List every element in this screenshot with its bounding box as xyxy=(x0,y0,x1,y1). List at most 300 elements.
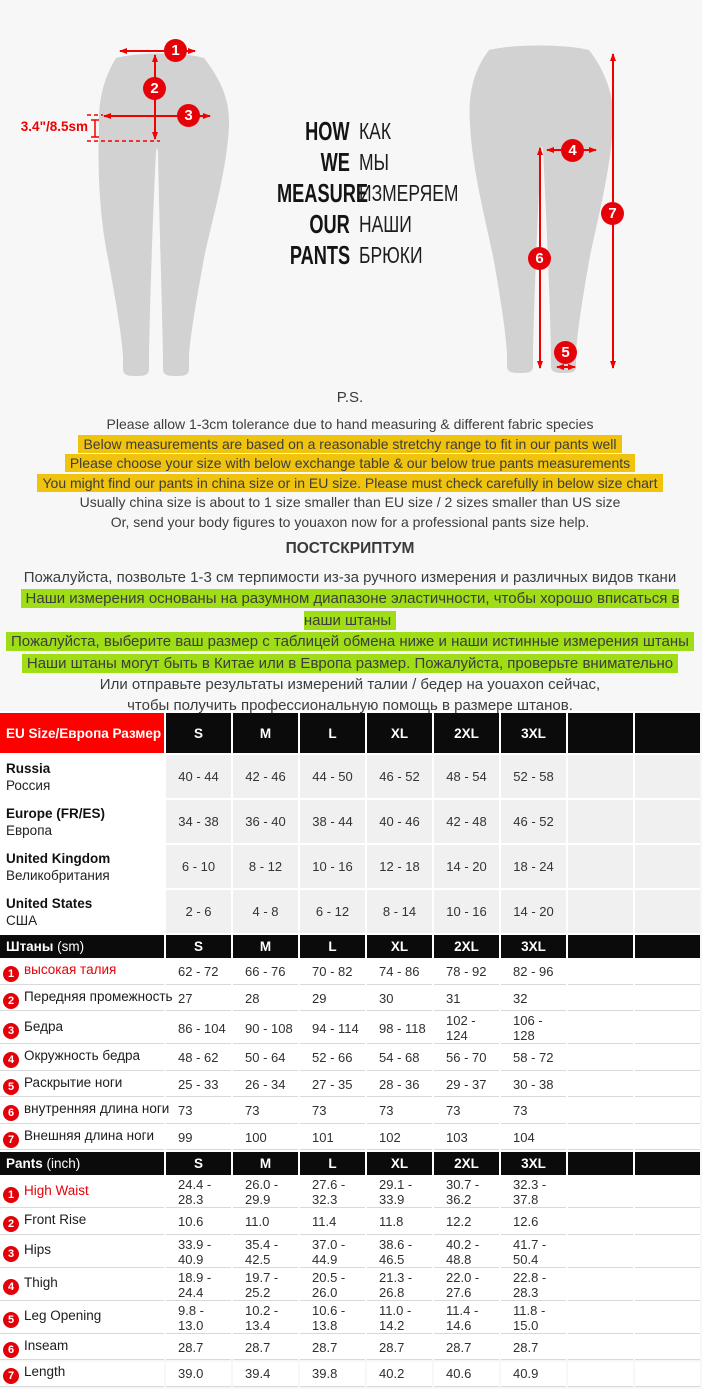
measure-value-cell: 82 - 96 xyxy=(501,960,566,985)
measure-value-cell: 27 xyxy=(166,987,231,1012)
empty-cell xyxy=(635,1210,700,1235)
section-title-note: (sm) xyxy=(57,939,85,954)
size-col-header-2xl: 2XL xyxy=(434,1152,499,1175)
ps-line-text: чтобы получить профессиональную помощь в размере штанов. xyxy=(127,697,573,715)
size-range-cell: 14 - 20 xyxy=(434,845,499,888)
measure-value-cell: 28.7 xyxy=(166,1336,231,1361)
measure-value-cell: 40.2 xyxy=(367,1362,432,1387)
measure-label: внутренняя длина ноги xyxy=(24,1101,170,1117)
size-range-cell: 42 - 46 xyxy=(233,755,298,798)
cm-row-high-waist xyxy=(0,960,700,985)
measure-value-cell: 29 xyxy=(300,987,365,1012)
empty-header-cell xyxy=(568,935,633,958)
measure-value-cell: 28.7 xyxy=(434,1336,499,1361)
measure-number-badge: 1 xyxy=(3,1187,19,1203)
measure-label-cell xyxy=(0,1303,164,1334)
size-range-cell: 40 - 46 xyxy=(367,800,432,843)
measure-value-cell: 94 - 114 xyxy=(300,1013,365,1044)
measure-label: Окружность бедра xyxy=(24,1048,141,1064)
empty-cell xyxy=(568,1073,633,1098)
region-label-cell xyxy=(0,890,164,933)
empty-cell xyxy=(568,845,633,888)
measure-number-badge: 2 xyxy=(3,1216,19,1232)
measure-marker-5: 5 xyxy=(554,341,577,364)
empty-header-cell xyxy=(635,713,700,753)
measure-value-cell: 98 - 118 xyxy=(367,1013,432,1044)
size-range-cell: 12 - 18 xyxy=(367,845,432,888)
measure-label: Thigh xyxy=(24,1275,58,1290)
measure-value-cell: 30 xyxy=(367,987,432,1012)
measure-number-badge: 6 xyxy=(3,1105,19,1121)
empty-cell xyxy=(635,960,700,985)
size-range-cell: 40 - 44 xyxy=(166,755,231,798)
measure-value-cell: 28.7 xyxy=(233,1336,298,1361)
measure-value-cell: 30.7 - 36.2 xyxy=(434,1177,499,1208)
measure-value-cell: 73 xyxy=(166,1099,231,1124)
measure-value-cell: 101 xyxy=(300,1126,365,1151)
region-name-en: Russia xyxy=(6,760,51,776)
measure-value-cell: 9.8 - 13.0 xyxy=(166,1303,231,1334)
how-we-measure-title xyxy=(238,116,470,271)
region-name-ru: Россия xyxy=(6,777,51,793)
measure-label: Front Rise xyxy=(24,1212,87,1228)
measure-number-badge: 7 xyxy=(3,1368,19,1384)
conversion-row-russia xyxy=(0,755,700,798)
ps-line xyxy=(0,567,700,588)
measure-marker-1: 1 xyxy=(164,39,187,62)
measure-number-badge: 7 xyxy=(3,1132,19,1148)
measure-value-cell: 52 - 66 xyxy=(300,1046,365,1071)
size-tables-section xyxy=(0,711,700,1383)
measure-value-cell: 73 xyxy=(300,1099,365,1124)
ps-line-text-highlighted: Пожалуйста, выберите ваш размер с таблицей обмена ниже и наши истинные измерения штаны xyxy=(6,632,694,651)
measure-value-cell: 28.7 xyxy=(300,1336,365,1361)
measure-number-badge: 5 xyxy=(3,1079,19,1095)
measure-value-cell: 18.9 - 24.4 xyxy=(166,1270,231,1301)
measure-value-cell: 39.8 xyxy=(300,1362,365,1387)
measure-value-cell: 50 - 64 xyxy=(233,1046,298,1071)
postscriptum-title: ПОСТСКРИПТУМ xyxy=(285,540,415,557)
ps-line xyxy=(0,435,700,455)
ps-line-text-highlighted: Please choose your size with below exchange table & our below true pants measurements xyxy=(65,454,635,472)
title-ru-word: КАК xyxy=(359,118,392,144)
measure-value-cell: 11.4 xyxy=(300,1210,365,1235)
measure-label-cell xyxy=(0,960,164,985)
pants-front-silhouette xyxy=(98,54,229,377)
measure-value-cell: 26 - 34 xyxy=(233,1073,298,1098)
measure-value-cell: 74 - 86 xyxy=(367,960,432,985)
inch-row-high-waist xyxy=(0,1177,700,1208)
measure-value-cell: 10.6 xyxy=(166,1210,231,1235)
ps-line xyxy=(0,493,700,513)
empty-cell xyxy=(635,987,700,1012)
empty-cell xyxy=(568,987,633,1012)
region-label-cell xyxy=(0,755,164,798)
ps-title: P.S. xyxy=(336,389,364,406)
table-title-cell: EU Size/Европа Размер xyxy=(0,713,164,753)
measure-value-cell: 39.0 xyxy=(166,1362,231,1387)
measure-value-cell: 40.6 xyxy=(434,1362,499,1387)
conversion-row-uk xyxy=(0,845,700,888)
measure-value-cell: 38.6 - 46.5 xyxy=(367,1237,432,1268)
empty-header-cell xyxy=(635,935,700,958)
empty-header-cell xyxy=(568,713,633,753)
conversion-row-us xyxy=(0,890,700,933)
measure-value-cell: 12.2 xyxy=(434,1210,499,1235)
measure-label: Передняя промежность xyxy=(24,988,173,1004)
measure-value-cell: 28 - 36 xyxy=(367,1073,432,1098)
measure-value-cell: 11.8 - 15.0 xyxy=(501,1303,566,1334)
empty-cell xyxy=(568,1237,633,1268)
measure-number-badge: 6 xyxy=(3,1342,19,1358)
measure-label: Length xyxy=(24,1364,66,1380)
size-col-header-2xl: 2XL xyxy=(434,713,499,753)
measure-value-cell: 27.6 - 32.3 xyxy=(300,1177,365,1208)
size-range-cell: 4 - 8 xyxy=(233,890,298,933)
size-range-cell: 46 - 52 xyxy=(367,755,432,798)
measure-value-cell: 24.4 - 28.3 xyxy=(166,1177,231,1208)
size-col-header-s: S xyxy=(166,1152,231,1175)
title-en-word: HOW xyxy=(305,116,350,146)
ps-line xyxy=(0,513,700,533)
empty-cell xyxy=(635,1126,700,1151)
inch-row-inseam xyxy=(0,1336,700,1361)
size-range-cell: 14 - 20 xyxy=(501,890,566,933)
inch-row-thigh xyxy=(0,1270,700,1301)
ps-line xyxy=(0,415,700,435)
measure-value-cell: 29.1 - 33.9 xyxy=(367,1177,432,1208)
measure-value-cell: 25 - 33 xyxy=(166,1073,231,1098)
measure-value-cell: 73 xyxy=(501,1099,566,1124)
cm-section-header-row xyxy=(0,935,700,958)
measure-value-cell: 35.4 - 42.5 xyxy=(233,1237,298,1268)
title-en-word: PANTS xyxy=(289,240,350,270)
measure-value-cell: 11.0 - 14.2 xyxy=(367,1303,432,1334)
empty-cell xyxy=(568,755,633,798)
measure-value-cell: 37.0 - 44.9 xyxy=(300,1237,365,1268)
measure-value-cell: 11.8 xyxy=(367,1210,432,1235)
empty-cell xyxy=(635,1177,700,1208)
measure-label-cell xyxy=(0,1336,164,1361)
ps-line-text: Usually china size is about to 1 size smaller than EU size / 2 sizes smaller than US size xyxy=(79,494,621,510)
size-col-header-s: S xyxy=(166,935,231,958)
cm-row-inseam xyxy=(0,1099,700,1124)
region-label-cell xyxy=(0,845,164,888)
measure-value-cell: 33.9 - 40.9 xyxy=(166,1237,231,1268)
measure-marker-2: 2 xyxy=(143,77,166,100)
measure-value-cell: 19.7 - 25.2 xyxy=(233,1270,298,1301)
measure-value-cell: 54 - 68 xyxy=(367,1046,432,1071)
measure-number-badge: 3 xyxy=(3,1023,19,1039)
measure-value-cell: 102 - 124 xyxy=(434,1013,499,1044)
measure-label-cell xyxy=(0,1177,164,1208)
measure-label-cell xyxy=(0,1073,164,1098)
title-ru-word: БРЮКИ xyxy=(359,242,423,268)
measure-value-cell: 10.6 - 13.8 xyxy=(300,1303,365,1334)
measure-label-cell xyxy=(0,1362,164,1387)
cm-row-hips xyxy=(0,1013,700,1044)
region-name-ru: США xyxy=(6,912,38,928)
measure-value-cell: 48 - 62 xyxy=(166,1046,231,1071)
size-chart-table xyxy=(0,711,702,1389)
size-col-header-m: M xyxy=(233,1152,298,1175)
measure-label: высокая талия xyxy=(24,962,117,978)
cm-section-title xyxy=(0,935,164,958)
size-range-cell: 44 - 50 xyxy=(300,755,365,798)
measure-label: Inseam xyxy=(24,1337,69,1353)
measure-number-badge: 4 xyxy=(3,1052,19,1068)
empty-cell xyxy=(635,1046,700,1071)
measure-value-cell: 22.0 - 27.6 xyxy=(434,1270,499,1301)
measure-value-cell: 78 - 92 xyxy=(434,960,499,985)
measure-value-cell: 56 - 70 xyxy=(434,1046,499,1071)
empty-cell xyxy=(635,800,700,843)
measure-number-badge: 5 xyxy=(3,1312,19,1328)
conversion-row-europe xyxy=(0,800,700,843)
measure-label-cell xyxy=(0,1046,164,1071)
measure-value-cell: 41.7 - 50.4 xyxy=(501,1237,566,1268)
measure-label: Hips xyxy=(24,1242,52,1257)
size-range-cell: 34 - 38 xyxy=(166,800,231,843)
region-name-ru: Европа xyxy=(6,822,53,838)
measure-value-cell: 12.6 xyxy=(501,1210,566,1235)
measure-label-cell xyxy=(0,1270,164,1301)
measure-label: Leg Opening xyxy=(24,1308,102,1323)
inch-row-hips xyxy=(0,1237,700,1268)
section-title-bold: Pants xyxy=(6,1156,43,1171)
measure-value-cell: 73 xyxy=(434,1099,499,1124)
empty-cell xyxy=(635,1237,700,1268)
size-col-header-m: M xyxy=(233,713,298,753)
measure-value-cell: 73 xyxy=(367,1099,432,1124)
empty-header-cell xyxy=(568,1152,633,1175)
size-col-header-s: S xyxy=(166,713,231,753)
ps-line-text-highlighted: Наши штаны могут быть в Китае или в Европа размер. Пожалуйста, проверьте внимательно xyxy=(22,654,678,673)
ps-line xyxy=(0,631,700,652)
measure-label-cell xyxy=(0,1126,164,1151)
title-ru-word: ИЗМЕРЯЕМ xyxy=(359,180,459,206)
empty-cell xyxy=(635,1073,700,1098)
size-range-cell: 46 - 52 xyxy=(501,800,566,843)
empty-cell xyxy=(635,1362,700,1387)
measure-value-cell: 86 - 104 xyxy=(166,1013,231,1044)
title-ru-word: НАШИ xyxy=(359,211,412,237)
region-name-ru: Великобритания xyxy=(6,867,110,883)
empty-cell xyxy=(635,1303,700,1334)
measure-label-cell xyxy=(0,1099,170,1124)
size-range-cell: 48 - 54 xyxy=(434,755,499,798)
empty-cell xyxy=(635,890,700,933)
empty-cell xyxy=(568,1210,633,1235)
measure-number-badge: 2 xyxy=(3,993,19,1009)
measure-marker-3: 3 xyxy=(177,104,200,127)
size-range-cell: 10 - 16 xyxy=(300,845,365,888)
size-range-cell: 2 - 6 xyxy=(166,890,231,933)
ps-line xyxy=(0,674,700,695)
eu-size-header-row xyxy=(0,713,700,753)
measure-marker-4: 4 xyxy=(561,139,584,162)
title-ru-word: МЫ xyxy=(359,149,390,175)
size-col-header-xl: XL xyxy=(367,713,432,753)
empty-cell xyxy=(635,1336,700,1361)
title-en-word: MEASURE xyxy=(277,178,369,208)
size-col-header-l: L xyxy=(300,713,365,753)
measure-value-cell: 99 xyxy=(166,1126,231,1151)
inch-row-leg-opening xyxy=(0,1303,700,1334)
region-name-en: United Kingdom xyxy=(6,850,111,866)
cm-row-thigh xyxy=(0,1046,700,1071)
measure-number-badge: 1 xyxy=(3,966,19,982)
title-en-word: OUR xyxy=(309,209,350,239)
ps-line-text: Пожалуйста, позвольте 1-3 см терпимости из-за ручного измерения и различных видов ткани xyxy=(23,569,677,586)
measure-value-cell: 26.0 - 29.9 xyxy=(233,1177,298,1208)
region-name-en: United States xyxy=(6,895,93,911)
measure-value-cell: 40.2 - 48.8 xyxy=(434,1237,499,1268)
ps-russian-section xyxy=(0,540,700,717)
inch-section-title xyxy=(0,1152,164,1175)
empty-cell xyxy=(568,1099,633,1124)
ps-line-text: Или отправьте результаты измерений талии / бедер на youaxon сейчас, xyxy=(99,676,601,694)
measure-marker-7: 7 xyxy=(601,202,624,225)
ps-english-section xyxy=(0,389,700,532)
measure-value-cell: 90 - 108 xyxy=(233,1013,298,1044)
empty-cell xyxy=(568,1336,633,1361)
empty-cell xyxy=(568,1126,633,1151)
measure-value-cell: 100 xyxy=(233,1126,298,1151)
empty-cell xyxy=(568,1362,633,1387)
size-range-cell: 52 - 58 xyxy=(501,755,566,798)
empty-cell xyxy=(568,1177,633,1208)
measure-number-badge: 4 xyxy=(3,1279,19,1295)
measure-value-cell: 104 xyxy=(501,1126,566,1151)
measure-value-cell: 106 - 128 xyxy=(501,1013,566,1044)
empty-cell xyxy=(568,1013,633,1044)
measure-value-cell: 40.9 xyxy=(501,1362,566,1387)
waistband-size-note: 3.4"/8.5sm xyxy=(20,119,88,134)
size-col-header-3xl: 3XL xyxy=(501,935,566,958)
measure-label-cell xyxy=(0,1013,164,1044)
ps-line xyxy=(0,474,700,494)
measure-value-cell: 30 - 38 xyxy=(501,1073,566,1098)
cm-row-leg-opening xyxy=(0,1073,700,1098)
cm-row-length xyxy=(0,1126,700,1151)
measure-value-cell: 27 - 35 xyxy=(300,1073,365,1098)
measure-value-cell: 28.7 xyxy=(367,1336,432,1361)
ps-line-text: Or, send your body figures to youaxon now for a professional pants size help. xyxy=(110,513,590,530)
size-col-header-l: L xyxy=(300,935,365,958)
measure-label-cell xyxy=(0,987,173,1012)
empty-cell xyxy=(568,1303,633,1334)
size-col-header-2xl: 2XL xyxy=(434,935,499,958)
ps-line xyxy=(0,653,700,674)
measure-value-cell: 70 - 82 xyxy=(300,960,365,985)
ps-line-text-highlighted: You might find our pants in china size or in EU size. Please must check carefully in below size chart xyxy=(37,474,662,492)
measure-label: Бедра xyxy=(24,1018,63,1034)
empty-cell xyxy=(635,1099,700,1124)
empty-cell xyxy=(568,800,633,843)
size-col-header-3xl: 3XL xyxy=(501,1152,566,1175)
size-range-cell: 10 - 16 xyxy=(434,890,499,933)
ps-line-text-highlighted: Наши измерения основаны на разумном диапазоне эластичности, чтобы хорошо вписаться в наши штаны xyxy=(21,589,680,629)
title-en-word: WE xyxy=(320,147,350,177)
measure-label: Внешняя длина ноги xyxy=(24,1127,155,1143)
size-col-header-xl: XL xyxy=(367,1152,432,1175)
measure-value-cell: 28 xyxy=(233,987,298,1012)
measure-value-cell: 102 xyxy=(367,1126,432,1151)
ps-line-text-highlighted: Below measurements are based on a reasonable stretchy range to fit in our pants well xyxy=(78,435,621,453)
empty-cell xyxy=(635,755,700,798)
inch-section-header-row xyxy=(0,1152,700,1175)
measure-value-cell: 32 xyxy=(501,987,566,1012)
empty-cell xyxy=(635,1270,700,1301)
size-range-cell: 8 - 14 xyxy=(367,890,432,933)
size-col-header-xl: XL xyxy=(367,935,432,958)
size-col-header-l: L xyxy=(300,1152,365,1175)
measure-label: Раскрытие ноги xyxy=(24,1074,123,1090)
measure-value-cell: 58 - 72 xyxy=(501,1046,566,1071)
size-range-cell: 36 - 40 xyxy=(233,800,298,843)
empty-cell xyxy=(568,890,633,933)
measure-label-cell xyxy=(0,1210,164,1235)
size-col-header-3xl: 3XL xyxy=(501,713,566,753)
size-range-cell: 8 - 12 xyxy=(233,845,298,888)
size-range-cell: 6 - 12 xyxy=(300,890,365,933)
empty-cell xyxy=(568,960,633,985)
empty-cell xyxy=(568,1046,633,1071)
ps-line xyxy=(0,588,700,631)
measure-value-cell: 29 - 37 xyxy=(434,1073,499,1098)
inch-row-length xyxy=(0,1362,700,1387)
pants-back-silhouette xyxy=(470,46,614,374)
ps-line-text: Please allow 1-3cm tolerance due to hand measuring & different fabric species xyxy=(106,416,594,432)
measure-value-cell: 11.0 xyxy=(233,1210,298,1235)
empty-cell xyxy=(635,1013,700,1044)
ps-line xyxy=(0,695,700,716)
inch-row-front-rise xyxy=(0,1210,700,1235)
empty-header-cell xyxy=(635,1152,700,1175)
section-title-note: (inch) xyxy=(46,1156,81,1171)
size-col-header-m: M xyxy=(233,935,298,958)
measure-value-cell: 28.7 xyxy=(501,1336,566,1361)
region-label-cell xyxy=(0,800,164,843)
measure-value-cell: 20.5 - 26.0 xyxy=(300,1270,365,1301)
empty-cell xyxy=(635,845,700,888)
measure-value-cell: 10.2 - 13.4 xyxy=(233,1303,298,1334)
measure-value-cell: 62 - 72 xyxy=(166,960,231,985)
size-range-cell: 18 - 24 xyxy=(501,845,566,888)
measure-label-cell xyxy=(0,1237,164,1268)
measure-number-badge: 3 xyxy=(3,1246,19,1262)
measure-value-cell: 32.3 - 37.8 xyxy=(501,1177,566,1208)
measure-value-cell: 11.4 - 14.6 xyxy=(434,1303,499,1334)
cm-row-front-rise xyxy=(0,987,700,1012)
size-range-cell: 38 - 44 xyxy=(300,800,365,843)
section-title-bold: Штаны xyxy=(6,939,54,954)
size-range-cell: 42 - 48 xyxy=(434,800,499,843)
measure-value-cell: 39.4 xyxy=(233,1362,298,1387)
measure-value-cell: 31 xyxy=(434,987,499,1012)
measure-value-cell: 66 - 76 xyxy=(233,960,298,985)
measure-value-cell: 22.8 - 28.3 xyxy=(501,1270,566,1301)
measure-label: High Waist xyxy=(24,1182,89,1198)
measure-marker-6: 6 xyxy=(528,247,551,270)
measure-value-cell: 103 xyxy=(434,1126,499,1151)
measure-value-cell: 73 xyxy=(233,1099,298,1124)
ps-line xyxy=(0,454,700,474)
measure-value-cell: 21.3 - 26.8 xyxy=(367,1270,432,1301)
empty-cell xyxy=(568,1270,633,1301)
size-range-cell: 6 - 10 xyxy=(166,845,231,888)
